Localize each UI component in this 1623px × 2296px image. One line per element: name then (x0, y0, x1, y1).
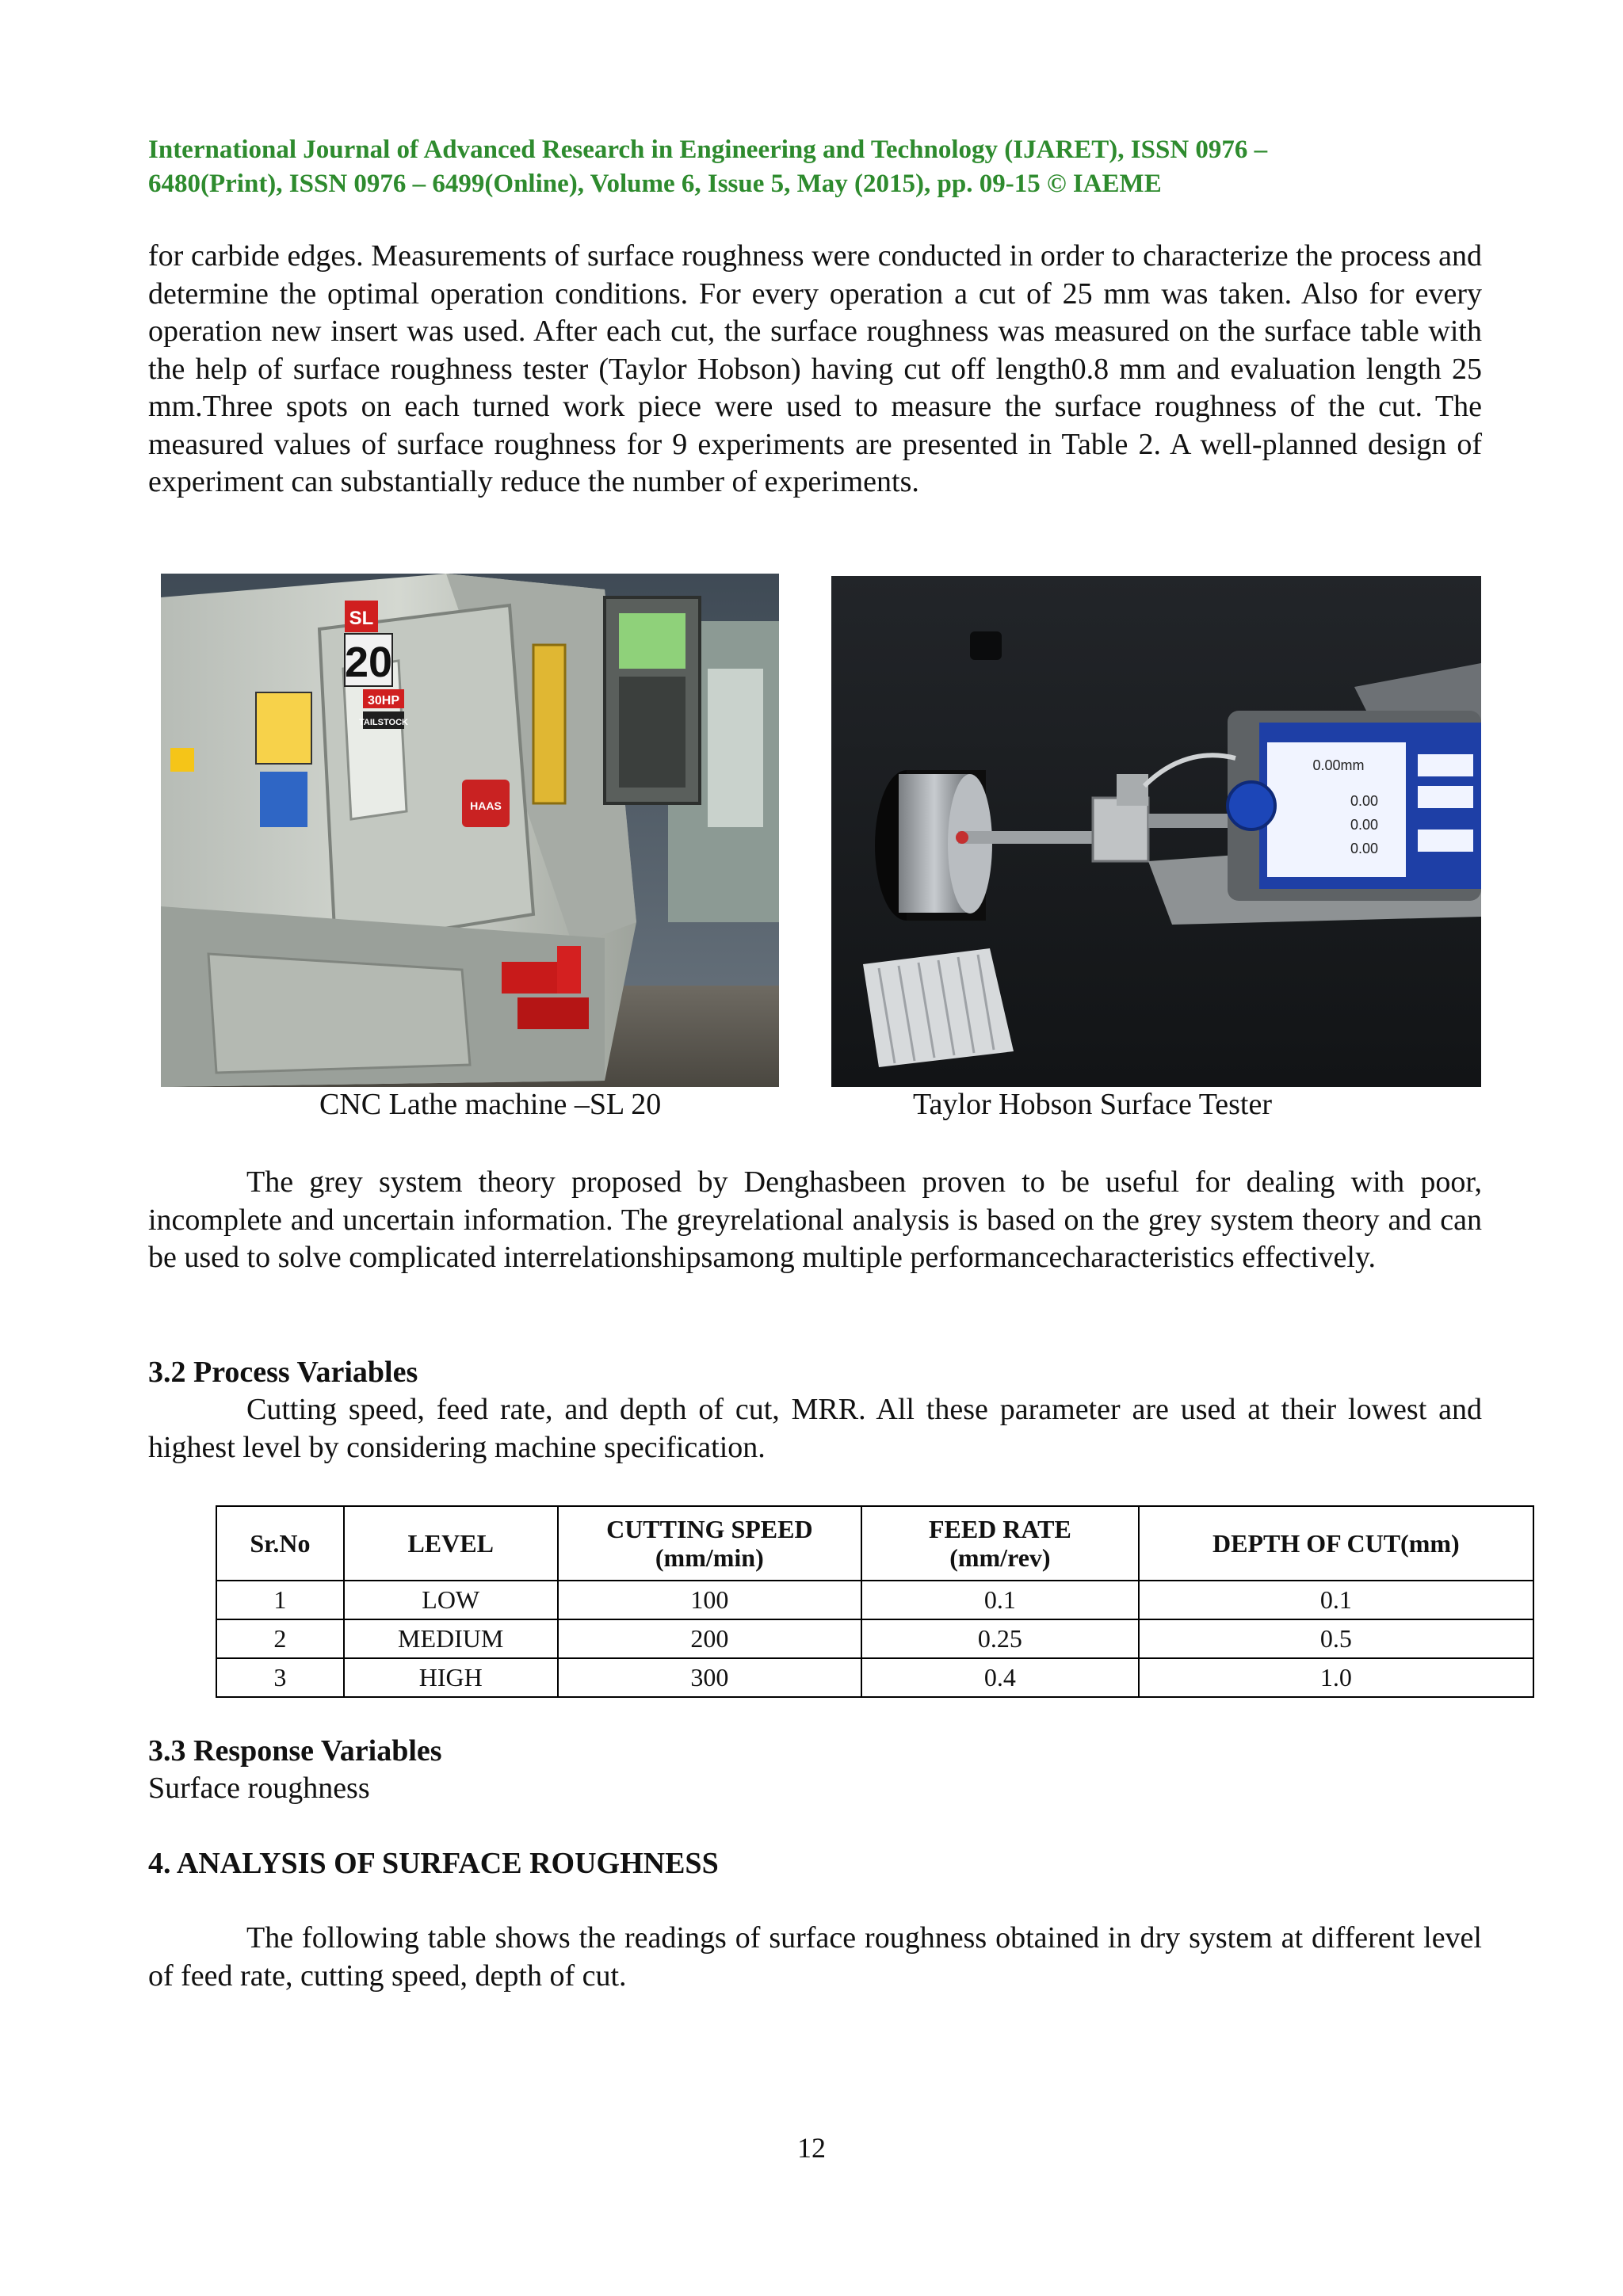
tester-screen-row-3: 0.00 (1350, 841, 1378, 856)
table-row (216, 1581, 1533, 1619)
header-level: LEVEL (344, 1506, 558, 1581)
cell-depth-of-cut: 0.1 (1139, 1581, 1533, 1619)
section-3-2-text: Cutting speed, feed rate, and depth of cut, MRR. All these parameter are used at their lowest and highest level by considering machine specification. (148, 1393, 1482, 1464)
lathe-sl-label: SL (349, 608, 374, 629)
header-cutting-speed-unit: (mm/min) (655, 1543, 764, 1572)
grey-theory-paragraph: The grey system theory proposed by Denghasbeen proven to be useful for dealing with poor, incomplete and uncertain information. The greyrelational analysis is based on the grey system theory and can be used to solve complicated interrelationshipsamong multiple performancecharacteristics effectively. (148, 1165, 1482, 1274)
lathe-brand-label: HAAS (470, 799, 502, 812)
cell-depth-of-cut: 0.5 (1139, 1619, 1533, 1658)
cell-sr-no: 3 (216, 1658, 344, 1697)
section-3-2-heading: 3.2 Process Variables (148, 1356, 418, 1389)
cell-feed-rate: 0.1 (861, 1581, 1139, 1619)
cell-depth-of-cut: 1.0 (1139, 1658, 1533, 1697)
header-feed-rate (861, 1506, 1139, 1581)
process-levels-table (216, 1505, 1534, 1698)
section-3-3-heading: 3.3 Response Variables (148, 1734, 442, 1768)
tester-screen-top: 0.00mm (1312, 757, 1365, 773)
header-depth-of-cut: DEPTH OF CUT(mm) (1139, 1506, 1533, 1581)
header-feed-rate-title: FEED RATE (928, 1515, 1071, 1543)
cell-cutting-speed: 100 (558, 1581, 862, 1619)
section-4-heading: 4. ANALYSIS OF SURFACE ROUGHNESS (148, 1847, 719, 1880)
header-cutting-speed-title: CUTTING SPEED (606, 1515, 813, 1543)
intro-paragraph: for carbide edges. Measurements of surface roughness were conducted in order to characterize the process and determine the optimal operation conditions. For every operation a cut of 25 mm was taken. Also for every operation new insert was used. After each cut, the surface roughness was measured on the surface table with the help of surface roughness tester (Taylor Hobson) having cut off length0.8 mm and evaluation length 25 mm.Three spots on each turned work piece were used to measure the surface roughness of the cut. The measured values of surface roughness for 9 experiments are presented in Table 2. A well-planned design of experiment can substantially reduce the number of experiments. (148, 239, 1482, 498)
header-cutting-speed (558, 1506, 862, 1581)
journal-header-line-2: 6480(Print), ISSN 0976 – 6499(Online), Volume 6, Issue 5, May (2015), pp. 09-15 © IAEME (148, 170, 1162, 198)
cell-sr-no: 2 (216, 1619, 344, 1658)
section-4-text: The following table shows the readings of surface roughness obtained in dry system at different level of feed rate, cutting speed, depth of cut. (148, 1921, 1482, 1993)
table-row (216, 1619, 1533, 1658)
lathe-hp-label: 30HP (367, 694, 400, 707)
cnc-lathe-photo (161, 574, 779, 1087)
table-header-row (216, 1506, 1533, 1581)
cell-feed-rate: 0.4 (861, 1658, 1139, 1697)
cell-sr-no: 1 (216, 1581, 344, 1619)
cell-level: MEDIUM (344, 1619, 558, 1658)
tester-screen-row-2: 0.00 (1350, 817, 1378, 833)
section-3-3-text: Surface roughness (148, 1772, 370, 1805)
header-feed-rate-unit: (mm/rev) (949, 1543, 1051, 1572)
table-row (216, 1658, 1533, 1697)
journal-header-line-1: International Journal of Advanced Research in Engineering and Technology (IJARET), ISSN 0976 – (148, 135, 1268, 164)
surface-tester-photo (831, 576, 1481, 1087)
lathe-model-label: 20 (344, 639, 393, 686)
cell-level: LOW (344, 1581, 558, 1619)
lathe-tailstock-label: TAILSTOCK (359, 718, 408, 727)
cell-cutting-speed: 200 (558, 1619, 862, 1658)
right-figure-caption: Taylor Hobson Surface Tester (913, 1088, 1273, 1121)
tester-screen-row-1: 0.00 (1350, 793, 1378, 809)
cell-level: HIGH (344, 1658, 558, 1697)
journal-header (148, 133, 1482, 201)
cell-feed-rate: 0.25 (861, 1619, 1139, 1658)
page-number: 12 (797, 2132, 826, 2164)
header-sr-no: Sr.No (216, 1506, 344, 1581)
cell-cutting-speed: 300 (558, 1658, 862, 1697)
left-figure-caption: CNC Lathe machine –SL 20 (319, 1088, 662, 1121)
